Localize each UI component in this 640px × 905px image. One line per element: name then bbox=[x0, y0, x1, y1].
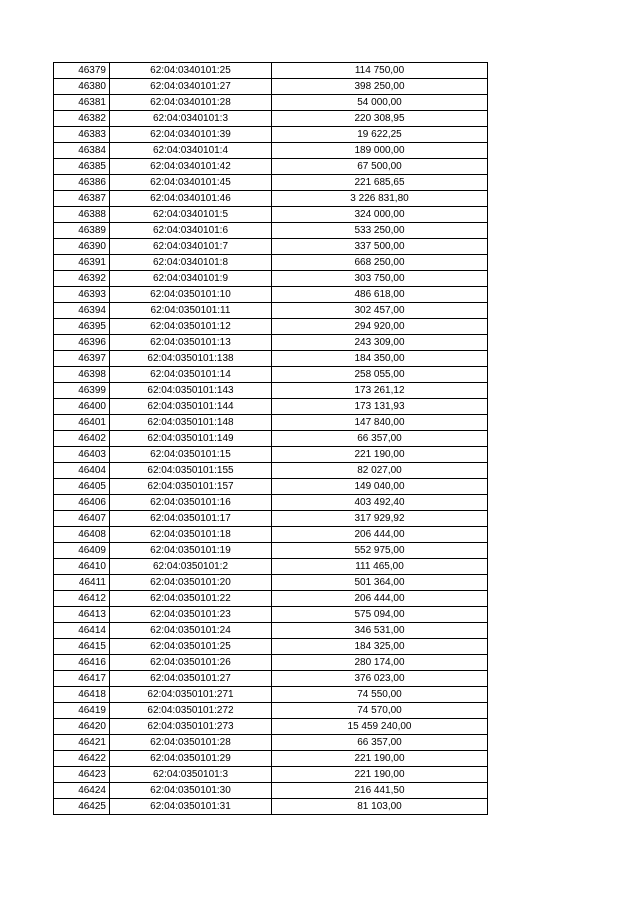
row-number-cell: 46397 bbox=[54, 351, 110, 367]
row-number-cell: 46416 bbox=[54, 655, 110, 671]
table-row bbox=[54, 719, 488, 735]
value-cell: 294 920,00 bbox=[272, 319, 488, 335]
table-body bbox=[54, 63, 488, 815]
value-cell: 486 618,00 bbox=[272, 287, 488, 303]
cadastral-number-cell: 62:04:0340101:28 bbox=[110, 95, 272, 111]
cadastral-number-cell: 62:04:0350101:13 bbox=[110, 335, 272, 351]
row-number-cell: 46387 bbox=[54, 191, 110, 207]
value-cell: 302 457,00 bbox=[272, 303, 488, 319]
value-cell: 173 261,12 bbox=[272, 383, 488, 399]
cadastral-number-cell: 62:04:0340101:4 bbox=[110, 143, 272, 159]
table-row bbox=[54, 511, 488, 527]
table-row bbox=[54, 111, 488, 127]
row-number-cell: 46406 bbox=[54, 495, 110, 511]
row-number-cell: 46405 bbox=[54, 479, 110, 495]
row-number-cell: 46392 bbox=[54, 271, 110, 287]
table-row bbox=[54, 399, 488, 415]
table-row bbox=[54, 607, 488, 623]
row-number-cell: 46417 bbox=[54, 671, 110, 687]
table-row bbox=[54, 175, 488, 191]
cadastral-number-cell: 62:04:0340101:42 bbox=[110, 159, 272, 175]
value-cell: 114 750,00 bbox=[272, 63, 488, 79]
table-row bbox=[54, 735, 488, 751]
table-row bbox=[54, 255, 488, 271]
cadastral-number-cell: 62:04:0340101:27 bbox=[110, 79, 272, 95]
table-row bbox=[54, 591, 488, 607]
value-cell: 501 364,00 bbox=[272, 575, 488, 591]
value-cell: 149 040,00 bbox=[272, 479, 488, 495]
value-cell: 403 492,40 bbox=[272, 495, 488, 511]
cadastral-number-cell: 62:04:0350101:11 bbox=[110, 303, 272, 319]
value-cell: 147 840,00 bbox=[272, 415, 488, 431]
cadastral-number-cell: 62:04:0350101:273 bbox=[110, 719, 272, 735]
row-number-cell: 46413 bbox=[54, 607, 110, 623]
cadastral-number-cell: 62:04:0340101:9 bbox=[110, 271, 272, 287]
row-number-cell: 46418 bbox=[54, 687, 110, 703]
row-number-cell: 46380 bbox=[54, 79, 110, 95]
row-number-cell: 46393 bbox=[54, 287, 110, 303]
row-number-cell: 46391 bbox=[54, 255, 110, 271]
value-cell: 184 325,00 bbox=[272, 639, 488, 655]
cadastral-number-cell: 62:04:0350101:10 bbox=[110, 287, 272, 303]
value-cell: 74 570,00 bbox=[272, 703, 488, 719]
row-number-cell: 46407 bbox=[54, 511, 110, 527]
table-row bbox=[54, 639, 488, 655]
cadastral-number-cell: 62:04:0350101:3 bbox=[110, 767, 272, 783]
value-cell: 398 250,00 bbox=[272, 79, 488, 95]
table-row bbox=[54, 703, 488, 719]
table-row bbox=[54, 495, 488, 511]
table-row bbox=[54, 751, 488, 767]
row-number-cell: 46394 bbox=[54, 303, 110, 319]
cadastral-number-cell: 62:04:0350101:29 bbox=[110, 751, 272, 767]
table-row bbox=[54, 127, 488, 143]
row-number-cell: 46385 bbox=[54, 159, 110, 175]
cadastral-number-cell: 62:04:0350101:16 bbox=[110, 495, 272, 511]
table-row bbox=[54, 191, 488, 207]
cadastral-number-cell: 62:04:0350101:149 bbox=[110, 431, 272, 447]
cadastral-number-cell: 62:04:0340101:8 bbox=[110, 255, 272, 271]
cadastral-number-cell: 62:04:0350101:20 bbox=[110, 575, 272, 591]
cadastral-number-cell: 62:04:0350101:14 bbox=[110, 367, 272, 383]
table-row bbox=[54, 63, 488, 79]
cadastral-number-cell: 62:04:0350101:28 bbox=[110, 735, 272, 751]
table-row bbox=[54, 239, 488, 255]
table-row bbox=[54, 767, 488, 783]
value-cell: 206 444,00 bbox=[272, 527, 488, 543]
cadastral-number-cell: 62:04:0350101:19 bbox=[110, 543, 272, 559]
table-row bbox=[54, 527, 488, 543]
table-row bbox=[54, 463, 488, 479]
value-cell: 220 308,95 bbox=[272, 111, 488, 127]
cadastral-number-cell: 62:04:0340101:25 bbox=[110, 63, 272, 79]
table-row bbox=[54, 335, 488, 351]
table-row bbox=[54, 287, 488, 303]
cadastral-number-cell: 62:04:0350101:25 bbox=[110, 639, 272, 655]
cadastral-number-cell: 62:04:0340101:5 bbox=[110, 207, 272, 223]
value-cell: 3 226 831,80 bbox=[272, 191, 488, 207]
row-number-cell: 46396 bbox=[54, 335, 110, 351]
value-cell: 317 929,92 bbox=[272, 511, 488, 527]
row-number-cell: 46422 bbox=[54, 751, 110, 767]
row-number-cell: 46386 bbox=[54, 175, 110, 191]
value-cell: 324 000,00 bbox=[272, 207, 488, 223]
value-cell: 184 350,00 bbox=[272, 351, 488, 367]
table-row bbox=[54, 79, 488, 95]
row-number-cell: 46381 bbox=[54, 95, 110, 111]
table-row bbox=[54, 159, 488, 175]
table-row bbox=[54, 671, 488, 687]
data-table bbox=[53, 62, 488, 815]
value-cell: 74 550,00 bbox=[272, 687, 488, 703]
value-cell: 376 023,00 bbox=[272, 671, 488, 687]
value-cell: 221 190,00 bbox=[272, 447, 488, 463]
cadastral-number-cell: 62:04:0350101:26 bbox=[110, 655, 272, 671]
row-number-cell: 46408 bbox=[54, 527, 110, 543]
cadastral-number-cell: 62:04:0350101:144 bbox=[110, 399, 272, 415]
value-cell: 206 444,00 bbox=[272, 591, 488, 607]
value-cell: 337 500,00 bbox=[272, 239, 488, 255]
row-number-cell: 46412 bbox=[54, 591, 110, 607]
value-cell: 66 357,00 bbox=[272, 735, 488, 751]
cadastral-number-cell: 62:04:0350101:148 bbox=[110, 415, 272, 431]
row-number-cell: 46400 bbox=[54, 399, 110, 415]
value-cell: 15 459 240,00 bbox=[272, 719, 488, 735]
row-number-cell: 46388 bbox=[54, 207, 110, 223]
value-cell: 258 055,00 bbox=[272, 367, 488, 383]
row-number-cell: 46390 bbox=[54, 239, 110, 255]
row-number-cell: 46403 bbox=[54, 447, 110, 463]
table-row bbox=[54, 623, 488, 639]
value-cell: 81 103,00 bbox=[272, 799, 488, 815]
value-cell: 173 131,93 bbox=[272, 399, 488, 415]
cadastral-number-cell: 62:04:0350101:271 bbox=[110, 687, 272, 703]
row-number-cell: 46414 bbox=[54, 623, 110, 639]
table-row bbox=[54, 447, 488, 463]
cadastral-number-cell: 62:04:0350101:30 bbox=[110, 783, 272, 799]
cadastral-number-cell: 62:04:0350101:143 bbox=[110, 383, 272, 399]
row-number-cell: 46399 bbox=[54, 383, 110, 399]
value-cell: 216 441,50 bbox=[272, 783, 488, 799]
cadastral-number-cell: 62:04:0340101:39 bbox=[110, 127, 272, 143]
row-number-cell: 46382 bbox=[54, 111, 110, 127]
table-row bbox=[54, 351, 488, 367]
value-cell: 575 094,00 bbox=[272, 607, 488, 623]
row-number-cell: 46402 bbox=[54, 431, 110, 447]
value-cell: 552 975,00 bbox=[272, 543, 488, 559]
row-number-cell: 46423 bbox=[54, 767, 110, 783]
cadastral-number-cell: 62:04:0350101:24 bbox=[110, 623, 272, 639]
table-row bbox=[54, 431, 488, 447]
cadastral-number-cell: 62:04:0340101:6 bbox=[110, 223, 272, 239]
cadastral-number-cell: 62:04:0350101:272 bbox=[110, 703, 272, 719]
table-row bbox=[54, 783, 488, 799]
cadastral-number-cell: 62:04:0340101:3 bbox=[110, 111, 272, 127]
row-number-cell: 46420 bbox=[54, 719, 110, 735]
cadastral-number-cell: 62:04:0350101:12 bbox=[110, 319, 272, 335]
cadastral-number-cell: 62:04:0350101:31 bbox=[110, 799, 272, 815]
table-row bbox=[54, 543, 488, 559]
table-row bbox=[54, 479, 488, 495]
value-cell: 533 250,00 bbox=[272, 223, 488, 239]
table-row bbox=[54, 95, 488, 111]
table-row bbox=[54, 271, 488, 287]
row-number-cell: 46424 bbox=[54, 783, 110, 799]
value-cell: 19 622,25 bbox=[272, 127, 488, 143]
table-row bbox=[54, 143, 488, 159]
row-number-cell: 46401 bbox=[54, 415, 110, 431]
row-number-cell: 46404 bbox=[54, 463, 110, 479]
table-row bbox=[54, 383, 488, 399]
cadastral-number-cell: 62:04:0350101:18 bbox=[110, 527, 272, 543]
row-number-cell: 46410 bbox=[54, 559, 110, 575]
row-number-cell: 46419 bbox=[54, 703, 110, 719]
row-number-cell: 46425 bbox=[54, 799, 110, 815]
row-number-cell: 46383 bbox=[54, 127, 110, 143]
row-number-cell: 46384 bbox=[54, 143, 110, 159]
value-cell: 82 027,00 bbox=[272, 463, 488, 479]
cadastral-number-cell: 62:04:0350101:23 bbox=[110, 607, 272, 623]
value-cell: 221 685,65 bbox=[272, 175, 488, 191]
row-number-cell: 46395 bbox=[54, 319, 110, 335]
row-number-cell: 46409 bbox=[54, 543, 110, 559]
row-number-cell: 46411 bbox=[54, 575, 110, 591]
table-row bbox=[54, 687, 488, 703]
row-number-cell: 46398 bbox=[54, 367, 110, 383]
value-cell: 280 174,00 bbox=[272, 655, 488, 671]
value-cell: 243 309,00 bbox=[272, 335, 488, 351]
cadastral-number-cell: 62:04:0350101:138 bbox=[110, 351, 272, 367]
row-number-cell: 46421 bbox=[54, 735, 110, 751]
table-row bbox=[54, 655, 488, 671]
value-cell: 111 465,00 bbox=[272, 559, 488, 575]
table-row bbox=[54, 575, 488, 591]
table-row bbox=[54, 559, 488, 575]
value-cell: 189 000,00 bbox=[272, 143, 488, 159]
value-cell: 221 190,00 bbox=[272, 751, 488, 767]
table-row bbox=[54, 799, 488, 815]
cadastral-number-cell: 62:04:0350101:2 bbox=[110, 559, 272, 575]
value-cell: 668 250,00 bbox=[272, 255, 488, 271]
value-cell: 303 750,00 bbox=[272, 271, 488, 287]
table-row bbox=[54, 223, 488, 239]
row-number-cell: 46415 bbox=[54, 639, 110, 655]
table-row bbox=[54, 207, 488, 223]
table-row bbox=[54, 303, 488, 319]
value-cell: 67 500,00 bbox=[272, 159, 488, 175]
cadastral-number-cell: 62:04:0350101:22 bbox=[110, 591, 272, 607]
cadastral-number-cell: 62:04:0350101:155 bbox=[110, 463, 272, 479]
cadastral-number-cell: 62:04:0340101:45 bbox=[110, 175, 272, 191]
row-number-cell: 46379 bbox=[54, 63, 110, 79]
value-cell: 54 000,00 bbox=[272, 95, 488, 111]
row-number-cell: 46389 bbox=[54, 223, 110, 239]
cadastral-number-cell: 62:04:0340101:7 bbox=[110, 239, 272, 255]
table-row bbox=[54, 415, 488, 431]
table-row bbox=[54, 319, 488, 335]
value-cell: 66 357,00 bbox=[272, 431, 488, 447]
value-cell: 221 190,00 bbox=[272, 767, 488, 783]
cadastral-number-cell: 62:04:0350101:157 bbox=[110, 479, 272, 495]
cadastral-number-cell: 62:04:0350101:17 bbox=[110, 511, 272, 527]
table-row bbox=[54, 367, 488, 383]
cadastral-number-cell: 62:04:0350101:27 bbox=[110, 671, 272, 687]
cadastral-number-cell: 62:04:0340101:46 bbox=[110, 191, 272, 207]
cadastral-number-cell: 62:04:0350101:15 bbox=[110, 447, 272, 463]
value-cell: 346 531,00 bbox=[272, 623, 488, 639]
